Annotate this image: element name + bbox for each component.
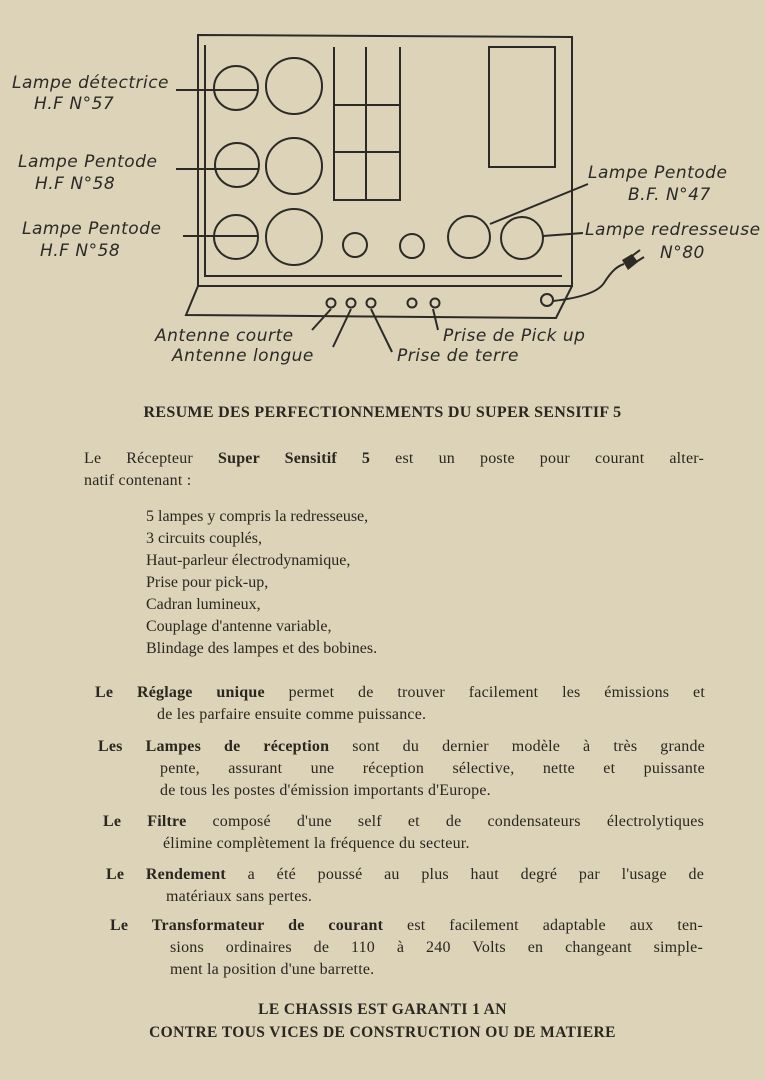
label-antenne-courte: Antenne courte xyxy=(155,326,294,346)
paragraph-text: élimine complètement la fréquence du secteur. xyxy=(163,835,470,852)
paragraph-text: de tous les postes d'émission importants d'Europe. xyxy=(160,782,491,799)
paragraph-text: a été poussé au plus haut degré par l'usage de xyxy=(247,866,705,883)
intro-bold: Super Sensitif 5 xyxy=(218,450,371,467)
paragraph-text: matériaux sans pertes. xyxy=(166,888,313,905)
paragraph-text: composé d'une self et de condensateurs électrolytiques xyxy=(212,813,705,830)
paragraph-lampes xyxy=(98,736,705,802)
intro-pre: Le Récepteur xyxy=(84,450,193,467)
paragraph-bold: Les Lampes de réception xyxy=(98,738,330,755)
label-lampe-pentode-1: Lampe Pentode xyxy=(18,152,158,172)
paragraph-bold: Le Rendement xyxy=(106,866,226,883)
intro-line2: natif contenant : xyxy=(84,472,192,489)
plug-icon xyxy=(622,250,644,270)
list-item: Cadran lumineux, xyxy=(146,596,261,613)
paragraph-filtre xyxy=(103,811,704,855)
list-item: Haut-parleur électrodynamique, xyxy=(146,552,351,569)
label-antenne-longue: Antenne longue xyxy=(172,346,314,366)
paragraph-bold: Le Transformateur de courant xyxy=(110,917,384,934)
paragraph-text: est facilement adaptable aux ten- xyxy=(407,917,703,934)
label-hf-58-2: H.F N°58 xyxy=(40,241,121,261)
paragraph-text: permet de trouver facilement les émissions et xyxy=(288,684,705,701)
label-lampe-pentode-2: Lampe Pentode xyxy=(22,219,162,239)
label-lampe-detectrice: Lampe détectrice xyxy=(12,73,170,93)
label-hf-57: H.F N°57 xyxy=(34,94,115,114)
guarantee-line1: LE CHASSIS EST GARANTI 1 AN xyxy=(258,1001,507,1018)
guarantee-line2: CONTRE TOUS VICES DE CONSTRUCTION OU DE MATIERE xyxy=(149,1024,616,1041)
paragraph-text: sont du dernier modèle à très grande xyxy=(352,738,705,755)
list-item: Blindage des lampes et des bobines. xyxy=(146,640,378,657)
feature-list xyxy=(146,506,377,660)
paragraph-bold: Le Réglage unique xyxy=(95,684,265,701)
label-bf-47: B.F. N°47 xyxy=(628,185,711,205)
document-title: RESUME DES PERFECTIONNEMENTS DU SUPER SENSITIF 5 xyxy=(143,404,622,421)
label-prise-pickup: Prise de Pick up xyxy=(443,326,586,346)
paragraph-bold: Le Filtre xyxy=(103,813,187,830)
list-item: 5 lampes y compris la redresseuse, xyxy=(146,508,369,525)
paragraph-text: pente, assurant une réception sélective, nette et puissante xyxy=(160,760,705,777)
label-hf-58-1: H.F N°58 xyxy=(35,174,116,194)
paragraph-text: ment la position d'une barrette. xyxy=(170,961,375,978)
label-prise-terre: Prise de terre xyxy=(397,346,519,366)
paragraph-text: sions ordinaires de 110 à 240 Volts en changeant simple- xyxy=(170,939,703,956)
label-lampe-redresseuse: Lampe redresseuse xyxy=(585,220,761,240)
label-lampe-pentode-bf: Lampe Pentode xyxy=(588,163,728,183)
label-n80: N°80 xyxy=(660,243,705,263)
paragraph-reglage xyxy=(95,682,705,726)
list-item: Prise pour pick-up, xyxy=(146,574,269,591)
paragraph-text: de les parfaire ensuite comme puissance. xyxy=(157,706,427,723)
paragraph-rendement xyxy=(106,864,704,908)
list-item: 3 circuits couplés, xyxy=(146,530,262,547)
intro-post: est un poste pour courant alter- xyxy=(395,450,704,467)
list-item: Couplage d'antenne variable, xyxy=(146,618,332,635)
paragraph-transformateur xyxy=(110,915,703,981)
intro-paragraph xyxy=(84,448,704,492)
